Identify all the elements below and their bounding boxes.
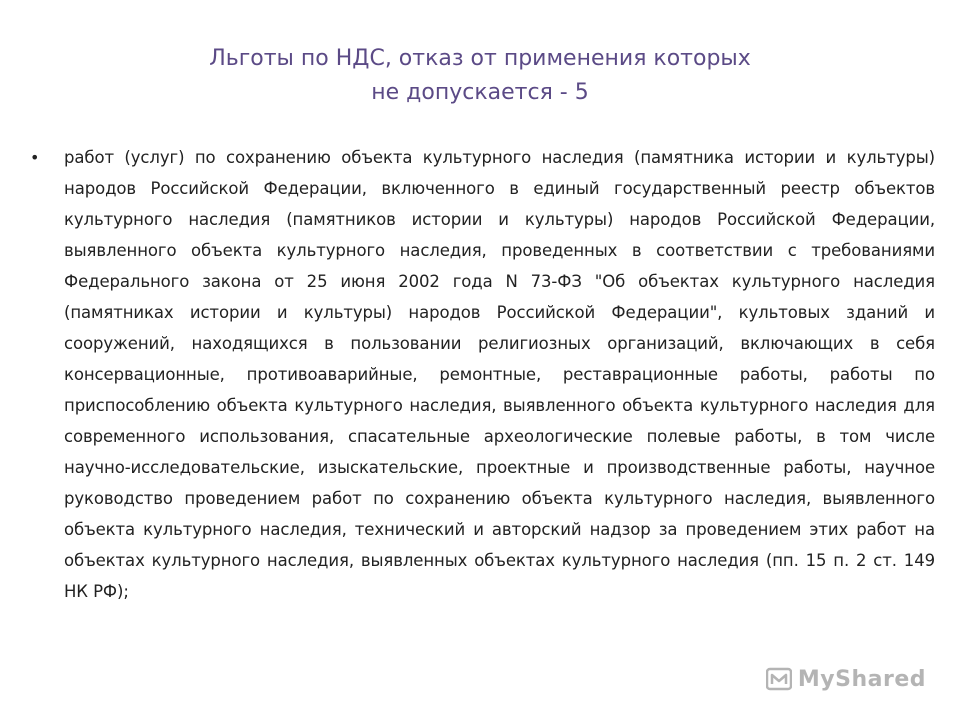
bullet-text: работ (услуг) по сохранению объекта культурного наследия (памятника истории и культуры) народов Российской Федерации, включенного в единый государственный реестр объектов культурного наследия (памятников истории и культуры) народов Российской Федерации, выявленного объекта культурного наследия, проведенных в соответствии с требованиями Федерального закона от 25 июня 2002 года N 73-ФЗ "Об объектах культурного наследия (памятниках истории и культуры) народов Российской Федерации", культовых зданий и сооружений, находящихся в пользовании религиозных организаций, включающих в себя консервационные, противоаварийные, ремонтные, реставрационные работы, работы по приспособлению объекта культурного наследия, выявленного объекта культурного наследия для современного использования, спасательные археологические полевые работы, в том числе научно-исследовательские, изыскательские, проектные и производственные работы, научное руководство проведением работ по сохранению объекта культурного наследия, выявленного объекта культурного наследия, технический и авторский надзор за проведением этих работ на объектах культурного наследия, выявленных объектах культурного наследия (пп. 15 п. 2 ст. 149 НК РФ);: [64, 148, 935, 601]
watermark: [766, 666, 926, 692]
myshared-logo-icon: [766, 666, 792, 692]
slide-title-line-2: не допускается - 5: [371, 80, 589, 105]
watermark-text: MyShared: [797, 666, 926, 692]
bullet-item: [30, 142, 935, 607]
bullet-dot: •: [30, 148, 40, 167]
slide-title: [100, 42, 860, 110]
slide-title-line-1: Льготы по НДС, отказ от применения которых: [209, 46, 751, 71]
bullet-list: [30, 142, 935, 607]
